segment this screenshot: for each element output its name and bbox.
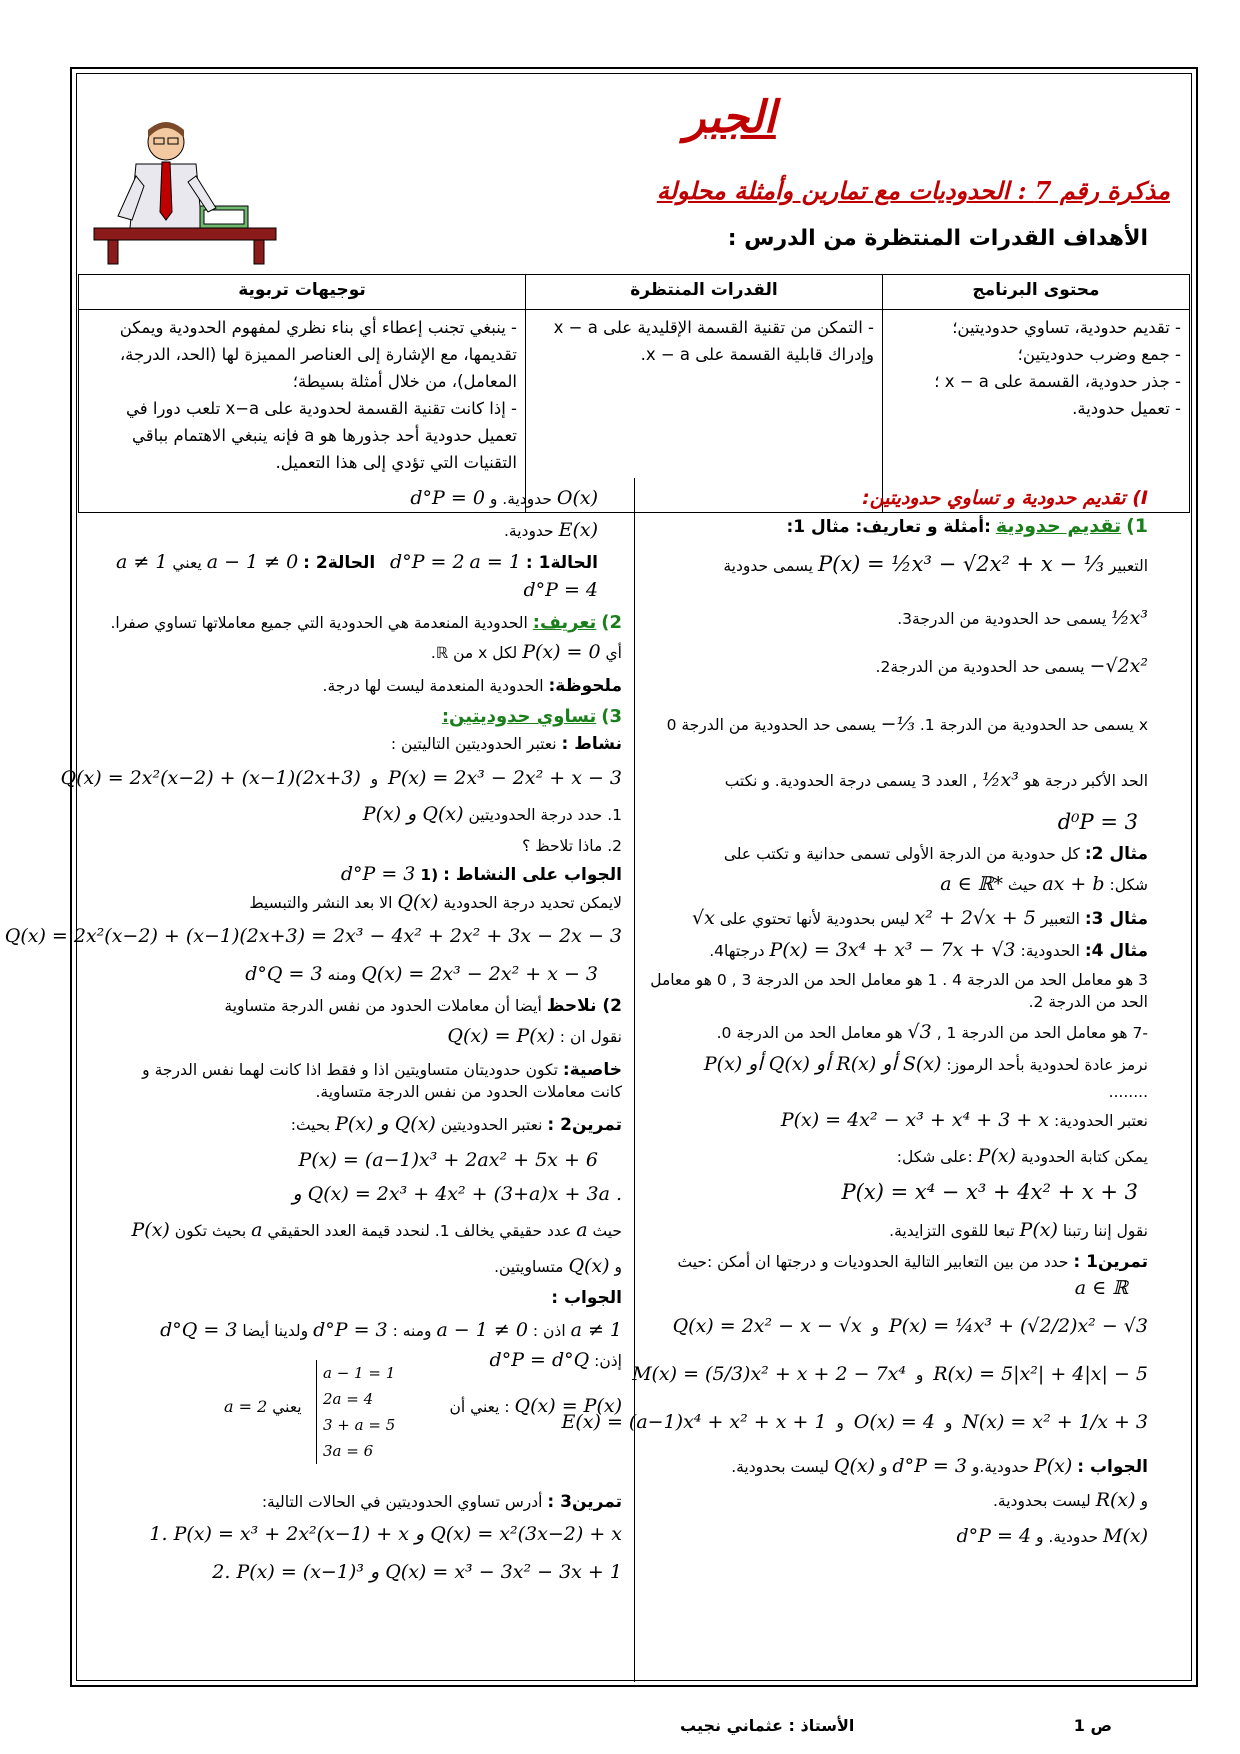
formula: a ≠ 1	[570, 1319, 622, 1341]
activity-label: نشاط :	[561, 734, 622, 754]
activity-answer	[249, 892, 622, 914]
text: يمكن كتابة الحدودية	[1020, 1148, 1148, 1166]
formula: √x	[692, 907, 715, 929]
goals-abilities-cell	[526, 310, 883, 513]
subsection-title: تقديم حدودية	[995, 515, 1122, 537]
dots: ........	[1108, 1083, 1148, 1101]
text: x يسمى حد الحدودية من الدرجة 1.	[919, 716, 1148, 734]
exercise-1-line	[678, 1252, 1148, 1273]
subsection-number: 3)	[601, 706, 622, 727]
formula: d°P = 3	[340, 863, 416, 885]
goals-guidance-line: - ينبغي تجنب إعطاء أي بناء نظري لمفهوم الحدودية ويمكن تقديمها، مع الإشارة إلى العناصر المميزة لها (الحد، الدرجة، المعامل)، من خلال أمثلة بسيطة؛	[119, 318, 517, 391]
exercise-2-answer	[160, 1320, 622, 1342]
text: : يعني أن	[449, 1398, 510, 1416]
formula: P(x) = (a−1)x³ + 2ax² + 5x + 6	[298, 1149, 598, 1171]
formula: d°P = 0	[410, 487, 485, 509]
answer-label: الجواب :	[551, 1288, 622, 1308]
text: يسمى حد الحدودية من الدرجة2.	[875, 658, 1085, 676]
example-label: مثال 4:	[1084, 941, 1148, 961]
formula: P(x)	[1019, 1219, 1058, 1241]
formula: P(x) و Q(x)	[335, 1113, 436, 1135]
formula: a − 1 ≠ 0	[206, 551, 299, 573]
text: و	[836, 1414, 844, 1432]
formula: Q(x) = 2x²(x−2) + (x−1)(2x+3) = 2x³ − 4x² + 2x² + 3x − 2x − 3	[4, 925, 622, 947]
text: حيث	[1007, 876, 1038, 894]
formula: d⁰P = 3	[1057, 810, 1138, 834]
example-1-line	[723, 554, 1148, 577]
formula: P(x) = 3x⁴ + x³ − 7x + √3	[769, 939, 1016, 961]
system-row: 3a = 6	[323, 1442, 374, 1460]
activity-line	[391, 734, 622, 755]
term-line	[897, 608, 1148, 630]
formula: P(x) = x⁴ − x³ + 4x² + x + 3	[841, 1180, 1138, 1204]
text: و	[871, 1318, 880, 1336]
text: يعني	[172, 554, 202, 572]
activity-answer	[341, 864, 622, 886]
text: ومنه :	[392, 1322, 432, 1340]
observation-label: 2) نلاحظ	[546, 996, 622, 1016]
text: عدد حقيقي يخالف 1. لنحدد قيمة العدد الحقيقي	[267, 1222, 572, 1240]
text: ومنه	[327, 966, 357, 984]
example-label: مثال 3:	[1084, 909, 1148, 929]
coef-line: 3 هو معامل الحد من الدرجة 4 . 1 هو معامل الحد من الدرجة 3 , 0 هو معامل	[650, 971, 1148, 989]
text: تبعا للقوى التزايدية.	[889, 1222, 1015, 1240]
answer-1-line	[993, 1490, 1148, 1512]
exercise-3-case	[149, 1524, 622, 1546]
example-4-line	[709, 940, 1148, 962]
case-label: الحالة2 :	[303, 553, 376, 573]
formula: P(x) = 2x³ − 2x² + x − 3	[388, 767, 622, 789]
exercise-1-row	[673, 1316, 1148, 1338]
formula: P(x) = ½x³ − √2x² + x − ⅓	[818, 552, 1104, 576]
exercise-2-line	[291, 1114, 622, 1136]
text: -7 هو معامل الحد من الدرجة 1 ,	[936, 1024, 1148, 1042]
formula: P(x) = 4x² − x³ + x⁴ + 3 + x	[780, 1109, 1050, 1131]
goals-header-guidance: توجيهات تربوية	[79, 275, 526, 310]
activity-formulas: P(x) = 2x³ − 2x² + x − 3 و Q(x) = 2x²(x−2) + (x−1)(2x+3)	[60, 767, 622, 789]
text: بحيث:	[290, 1116, 331, 1134]
teacher-illustration	[88, 116, 278, 266]
consider-line	[781, 1110, 1148, 1132]
property-label: خاصية:	[562, 1060, 622, 1080]
system-row: 3 + a = 5	[323, 1416, 396, 1434]
formula: −⅓	[880, 713, 915, 735]
goals-content-line: - جذر حدودية، القسمة على x − a ؛	[934, 372, 1181, 391]
answer-1-line	[731, 1456, 1148, 1478]
formula: Q(x)	[568, 1255, 610, 1277]
formula: M(x) = (5/3)x² + x + 2 − 7x⁴	[632, 1363, 907, 1385]
case-2-degree	[523, 580, 598, 602]
text: و	[944, 1414, 953, 1432]
text: , العدد 3 يسمى درجة الحدودية. و نكتب	[724, 772, 978, 790]
text: الحدودية المنعدمة هي الحدودية التي جميع معاملاتها تساوي صفرا.	[110, 614, 528, 632]
formula: Q(x) = 2x³ − 2x² + x − 3	[361, 963, 598, 985]
formula: ½x³	[1111, 607, 1148, 629]
write-line	[897, 1146, 1148, 1168]
formula: a = 1	[469, 551, 521, 573]
equation-system	[316, 1360, 395, 1464]
formula: d°Q = 3	[245, 963, 323, 985]
text: ولدينا أيضا	[242, 1322, 309, 1340]
formula: P(x)	[977, 1145, 1016, 1167]
text: أدرس تساوي الحدوديتين في الحالات التالية:	[261, 1493, 543, 1511]
goals-content-line: - تعميل حدودية.	[1072, 399, 1181, 418]
formula: d°P = 4	[956, 1525, 1032, 1547]
text: نعتبر الحدودية:	[1053, 1112, 1148, 1130]
formula: ½x³	[982, 769, 1019, 791]
subsection-1-heading	[786, 516, 1148, 538]
goals-header-content: محتوى البرنامج	[883, 275, 1190, 310]
goals-guidance-cell	[79, 310, 526, 513]
text: كل حدودية من الدرجة الأولى تسمى حدانية و تكتب على	[723, 845, 1080, 863]
formula: d°Q = 3	[160, 1319, 238, 1341]
text: ليست بحدودية.	[992, 1492, 1091, 1510]
ordered-formula	[842, 1182, 1138, 1205]
formula: Q(x) = 2x²(x−2) + (x−1)(2x+3)	[60, 767, 361, 789]
case-line	[116, 552, 598, 574]
teacher-name: الأستاذ : عثماني نجيب	[680, 1716, 855, 1735]
text: ليست بحدودية.	[731, 1458, 829, 1476]
text: (1	[420, 866, 439, 884]
formula: R(x)	[1095, 1489, 1136, 1511]
text: نقول ان :	[559, 1028, 622, 1046]
example-label: مثال 2:	[1084, 844, 1148, 864]
text: يسمى حد الحدودية من الدرجة 0	[666, 716, 876, 734]
expansion-line	[5, 926, 622, 948]
symbols-line	[704, 1054, 1148, 1076]
formula: a ∈ ℝ*	[940, 873, 1003, 895]
text: هو معامل الحد من الدرجة 0.	[716, 1024, 903, 1042]
subsection-title: تساوي حدوديتين:	[441, 706, 597, 727]
formula: Q(x)	[833, 1455, 876, 1477]
exercise-2-formula	[299, 1150, 598, 1172]
coef-line	[717, 1022, 1148, 1044]
text: لايمكن تحديد درجة الحدودية	[443, 894, 622, 912]
formula: ax + b	[1042, 873, 1105, 895]
text: و	[614, 1258, 622, 1276]
text: نقول إننا رتبنا	[1062, 1222, 1148, 1240]
goals-guidance-line: - إذا كانت تقنية القسمة لحدودية على x−a تلعب دورا في تعميل حدودية أحد جذورها هو a فإنه ينبغي الاهتمام بباقي التقنيات التي تؤدي إلى هذا التعميل.	[126, 399, 517, 472]
formula: R(x) = 5|x²| + 4|x| − 5	[933, 1363, 1148, 1385]
degree-line	[725, 770, 1148, 792]
formula: Q(x) = P(x)	[514, 1395, 622, 1417]
definition-line	[110, 612, 622, 634]
text: التعبير	[1040, 910, 1080, 928]
question-number: 2.	[607, 837, 622, 855]
formula: a	[251, 1219, 263, 1241]
o-line	[410, 488, 598, 510]
formula: P(x) = ¼x³ + (√2/2)x² − √3	[888, 1315, 1148, 1337]
formula: −√2x²	[1089, 655, 1148, 677]
text: حدودية.	[503, 522, 554, 540]
text: التعبير	[1108, 557, 1148, 575]
formula: a ∈ ℝ	[1074, 1277, 1128, 1299]
exercise-3-case	[212, 1562, 622, 1584]
formula: a − 1 ≠ 0	[436, 1319, 528, 1341]
goals-content-line: - تقديم حدودية، تساوي حدوديتين؛	[952, 318, 1181, 337]
text: بحيث تكون	[174, 1222, 247, 1240]
exercise-label: تمرين1 :	[1073, 1252, 1148, 1272]
text: الحدودية:	[1020, 942, 1080, 960]
formula: Q(x)	[397, 891, 439, 913]
expansion-line	[245, 964, 598, 986]
exercise-2-line	[494, 1256, 622, 1278]
text: حدد درجة الحدوديتين	[468, 806, 603, 824]
formula: a = 2	[224, 1397, 268, 1416]
subsection-number: 2)	[601, 612, 622, 633]
text: ماذا تلاحظ ؟	[522, 837, 603, 855]
text: حيث	[592, 1222, 622, 1240]
system-row: 2a = 4	[323, 1390, 374, 1408]
formula: N(x) = x² + 1/x + 3	[962, 1411, 1148, 1433]
text: يسمى حدودية	[723, 557, 814, 575]
goals-content-cell	[883, 310, 1190, 513]
exercise-2-answer	[490, 1350, 622, 1372]
formula: a ≠ 1	[116, 551, 168, 573]
example-3-line	[692, 908, 1148, 930]
text: نعتبر الحدوديتين	[440, 1116, 543, 1134]
exercise-label: تمرين2 :	[547, 1115, 622, 1135]
system-row: a − 1 = 1	[323, 1364, 396, 1382]
text: لكل x من ℝ.	[430, 644, 518, 662]
section-heading-1: I) تقديم حدودية و تساوي حدوديتين:	[862, 487, 1148, 509]
subsection-rest: :أمثلة و تعاريف: مثال 1:	[786, 517, 991, 537]
exercise-2-line	[132, 1220, 623, 1242]
subsection-number: 1)	[1126, 515, 1148, 537]
formula: d°P = 2	[390, 551, 465, 573]
text: متساويتين.	[494, 1258, 564, 1276]
goals-heading: الأهداف القدرات المنتظرة من الدرس :	[727, 226, 1148, 251]
text: و	[1140, 1492, 1148, 1510]
text: ليس بحدودية لأنها تحتوي على	[719, 910, 910, 928]
text: حدودية. و	[1035, 1528, 1099, 1546]
formula: M(x)	[1103, 1525, 1148, 1547]
observation-line	[447, 1026, 622, 1048]
formula: d°P = 4	[523, 579, 598, 601]
degree-formula	[1058, 812, 1138, 835]
answer-label: الجواب على النشاط :	[443, 865, 622, 885]
subsection-3-heading	[442, 706, 622, 728]
text: حدودية.و	[971, 1458, 1030, 1476]
exercise-1-row	[632, 1364, 1148, 1386]
text: نرمز عادة لحدودية بأحد الرموز:	[946, 1056, 1148, 1074]
exercise-2-formula	[292, 1184, 622, 1206]
text: حدودية. و	[489, 490, 552, 508]
exercise-1-condition	[1075, 1278, 1128, 1300]
formula: O(x) = 4	[853, 1411, 935, 1433]
formula: P(x) أو Q(x) أو R(x) أو S(x)	[703, 1053, 942, 1075]
formula: E(x) = (a−1)x⁴ + x² + x + 1	[561, 1411, 827, 1433]
formula: P(x)	[1033, 1455, 1073, 1477]
formula: a	[576, 1219, 588, 1241]
text: شكل:	[1109, 876, 1148, 894]
formula: 2. P(x) = (x−1)³ و Q(x) = x³ − 3x² − 3x + 1	[212, 1561, 622, 1583]
definition-line	[431, 642, 622, 664]
text: تكون حدوديتان متساويتين اذا و فقط اذا كانت لهما نفس الدرجة و	[142, 1061, 558, 1079]
property-line: كانت معاملات الحدود من نفس الدرجة متساوية.	[315, 1083, 622, 1101]
formula: P(x)	[131, 1219, 170, 1241]
formula: x² + 2√x + 5	[914, 907, 1036, 929]
text: الحدودية المنعدمة ليست لها درجة.	[322, 677, 544, 695]
exercise-2-equality	[449, 1396, 622, 1418]
definition-label: تعريف:	[532, 612, 597, 633]
text: نعتبر الحدوديتين التاليتين :	[390, 735, 557, 753]
exercise-3-line	[262, 1492, 622, 1513]
formula: Q(x) = P(x)	[447, 1025, 555, 1047]
text: إذن:	[594, 1352, 622, 1370]
formula: P(x) و Q(x)	[362, 803, 464, 825]
text: درجتها4.	[709, 942, 765, 960]
exercise-label: تمرين3 :	[547, 1492, 622, 1512]
text: يعني	[272, 1398, 302, 1416]
formula: O(x)	[556, 487, 598, 509]
question-line	[363, 804, 622, 826]
text: و	[915, 1366, 924, 1384]
term-line	[876, 656, 1148, 678]
property-line	[142, 1060, 622, 1081]
term-line	[667, 714, 1148, 736]
text: :على شكل:	[896, 1148, 973, 1166]
e-line	[504, 520, 598, 542]
formula: E(x)	[558, 519, 598, 541]
formula: d°P = d°Q	[489, 1349, 590, 1371]
formula: √3	[907, 1021, 932, 1043]
question-line	[522, 836, 622, 857]
formula: P(x) = 0	[522, 641, 601, 663]
goals-header-abilities: القدرات المنتظرة	[526, 275, 883, 310]
text: اذن :	[532, 1322, 566, 1340]
goals-content-line: - جمع وضرب حدوديتين؛	[1017, 345, 1181, 364]
text: حدد من بين التعابير التالية الحدوديات و درجتها ان أمكن :حيث	[677, 1253, 1069, 1271]
text: و	[879, 1458, 888, 1476]
formula: d°P = 3	[313, 1319, 388, 1341]
example-2-form	[940, 874, 1148, 896]
system-result	[224, 1396, 302, 1418]
case-label: الحالة1 :	[525, 553, 598, 573]
observation-line	[224, 996, 622, 1017]
formula: d°P = 3	[892, 1455, 967, 1477]
text: الا بعد النشر والتبسيط	[249, 894, 393, 912]
answer-label: الجواب :	[1077, 1457, 1148, 1477]
text: يسمى حد الحدودية من الدرجة3.	[897, 610, 1107, 628]
text: أي	[605, 644, 622, 662]
formula: و Q(x) = 2x³ + 4x² + (3+a)x + 3a .	[292, 1183, 622, 1205]
text: الحد الأكبر درجة هو	[1023, 772, 1148, 790]
page-number: ص 1	[1073, 1716, 1112, 1735]
example-2-line	[724, 844, 1148, 865]
note-label: ملحوظة:	[548, 676, 622, 696]
formula: Q(x) = 2x² − x − √x	[672, 1315, 862, 1337]
order-line	[889, 1220, 1148, 1242]
answer-1-line	[957, 1526, 1149, 1548]
column-divider	[634, 478, 635, 1682]
lesson-subtitle: مذكرة رقم 7 : الحدوديات مع تمارين وأمثلة محلولة	[656, 176, 1170, 205]
goals-abilities-line: - التمكن من تقنية القسمة الإقليدية على x − a وإدراك قابلية القسمة على x − a.	[553, 318, 874, 364]
exercise-1-row	[562, 1412, 1149, 1434]
text: أيضا أن معاملات الحدود من نفس الدرجة متساوية	[224, 997, 542, 1015]
question-number: 1.	[607, 806, 622, 824]
note-line	[323, 676, 622, 697]
coef-line: الحد من الدرجة 2.	[1028, 993, 1148, 1011]
formula: 1. P(x) = x³ + 2x²(x−1) + x و Q(x) = x²(3x−2) + x	[149, 1523, 622, 1545]
page-title: الجبر	[684, 92, 776, 143]
